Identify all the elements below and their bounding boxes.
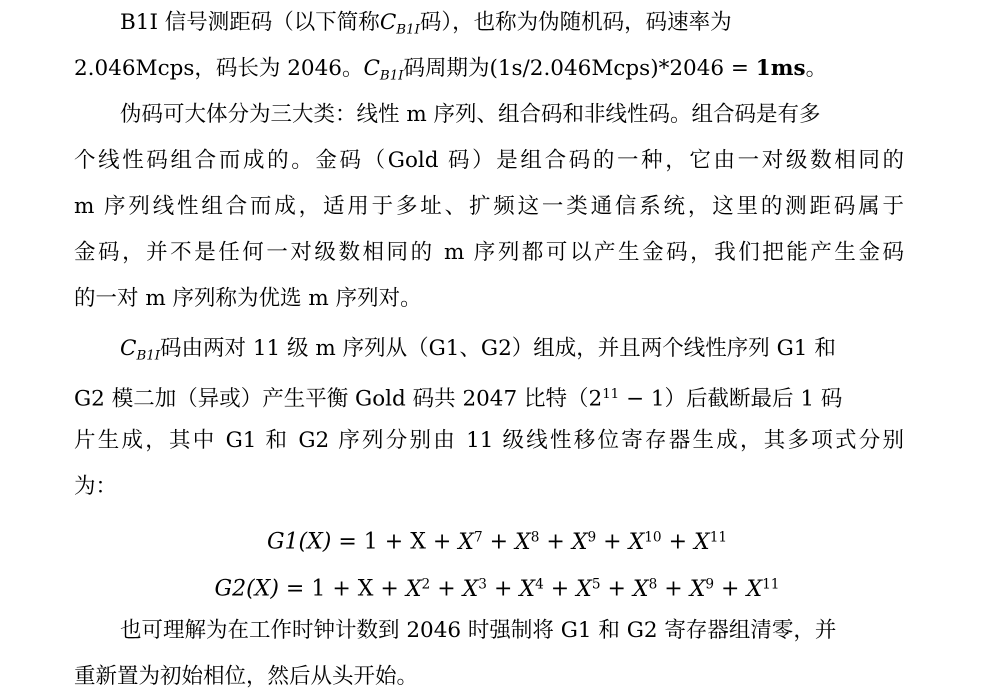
period-value: 1ms	[755, 56, 806, 81]
equation-g1-terms	[458, 530, 727, 555]
term-exponent: 10	[644, 529, 662, 545]
para1-text-b: 码），也称为伪随机码，码速率为	[419, 10, 732, 35]
term-base: X	[576, 576, 592, 602]
para3-line1-text: 码由两对 11 级 m 序列从（G1、G2）组成，并且两个线性序列 G1 和	[160, 336, 836, 361]
polynomial-term	[406, 577, 430, 602]
para1-line2-end: 。	[805, 56, 828, 81]
polynomial-term	[515, 530, 539, 555]
para1-line2-text-a: 2.046Mcps，码长为 2046。	[74, 56, 364, 81]
para3-line3: 片生成，其中 G1 和 G2 序列分别由 11 级线性移位寄存器生成，其多项式分别	[74, 428, 904, 453]
plus-sign: +	[482, 529, 516, 555]
para2-line3: m 序列线性组合而成，适用于多址、扩频这一类通信系统，这里的测距码属于	[74, 194, 904, 219]
polynomial-term	[519, 577, 543, 602]
para1-line1	[120, 0, 904, 46]
plus-sign: +	[600, 576, 633, 602]
term-base: X	[571, 529, 588, 555]
para3-line2-text-a: G2 模二加（异或）产生平衡 Gold 码共 2047 比特（2	[74, 386, 603, 412]
term-base: X	[458, 529, 474, 555]
cb1i-symbol: $C_{B1I}$	[379, 10, 420, 38]
term-base: X	[628, 529, 645, 555]
polynomial-term	[629, 530, 662, 555]
plus-sign: +	[486, 576, 520, 602]
term-exponent: 5	[591, 576, 601, 592]
plus-sign: +	[430, 576, 463, 602]
polynomial-term	[690, 577, 714, 602]
plus-sign: +	[539, 529, 572, 555]
equation-g2-lhs: G2(X)	[214, 576, 279, 602]
exponent-11: 11	[602, 387, 620, 402]
term-exponent: 2	[421, 576, 431, 592]
term-exponent: 11	[709, 529, 728, 545]
term-exponent: 4	[535, 576, 544, 592]
para2-line1: 伪码可大体分为三大类：线性 m 序列、组合码和非线性码。组合码是有多	[120, 102, 821, 127]
term-base: X	[694, 529, 710, 555]
plus-sign: +	[543, 576, 577, 602]
para2-line5: 的一对 m 序列称为优选 m 序列对。	[74, 286, 422, 311]
equation-g1-prefix: = 1 + X +	[331, 529, 459, 555]
plus-sign: +	[596, 529, 629, 555]
para3-line2	[74, 372, 904, 418]
para3-line1	[120, 326, 904, 372]
equation-g2-prefix: = 1 + X +	[278, 576, 406, 602]
para2-line2: 个线性码组合而成的。金码（Gold 码）是组合码的一种，它由一对级数相同的	[74, 148, 904, 173]
polynomial-term	[463, 577, 487, 602]
term-exponent: 11	[762, 576, 780, 592]
term-exponent: 9	[587, 529, 597, 545]
para4-line2: 重新置为初始相位，然后从头开始。	[74, 664, 419, 689]
term-exponent: 3	[478, 576, 487, 592]
term-exponent: 8	[648, 576, 658, 592]
plus-sign: +	[657, 576, 690, 602]
term-base: X	[405, 576, 422, 602]
term-base: X	[632, 576, 649, 602]
term-exponent: 7	[473, 529, 483, 545]
term-base: X	[689, 576, 706, 602]
equation-g1	[0, 514, 994, 560]
para1-line2	[74, 46, 904, 92]
polynomial-term	[576, 577, 600, 602]
cb1i-symbol: $C_{B1I}$	[120, 336, 160, 364]
polynomial-term	[458, 530, 482, 555]
plus-sign: +	[661, 529, 695, 555]
equation-g1-lhs: G1(X)	[266, 529, 332, 555]
term-exponent: 9	[705, 576, 715, 592]
para1-line2-text-b: 码周期为(1s/2.046Mcps)*2046 =	[403, 56, 756, 81]
polynomial-term	[572, 530, 596, 555]
para3-line4: 为：	[74, 474, 118, 499]
term-base: X	[515, 529, 531, 555]
polynomial-term	[746, 577, 779, 602]
para1-text-a: B1I 信号测距码（以下简称	[120, 10, 380, 35]
term-base: X	[746, 576, 763, 602]
para2-line4: 金码，并不是任何一对级数相同的 m 序列都可以产生金码，我们把能产生金码	[74, 240, 904, 265]
term-base: X	[519, 576, 536, 602]
term-exponent: 8	[530, 529, 540, 545]
equation-g2	[0, 561, 994, 607]
plus-sign: +	[714, 576, 747, 602]
para4-line1: 也可理解为在工作时钟计数到 2046 时强制将 G1 和 G2 寄存器组清零，并	[120, 618, 837, 643]
polynomial-term	[694, 530, 727, 555]
polynomial-term	[633, 577, 657, 602]
cb1i-symbol: $C_{B1I}$	[363, 56, 404, 84]
para3-line2-text-b: − 1）后截断最后 1 码	[619, 386, 843, 412]
equation-g2-terms	[406, 577, 780, 602]
term-base: X	[462, 576, 479, 602]
